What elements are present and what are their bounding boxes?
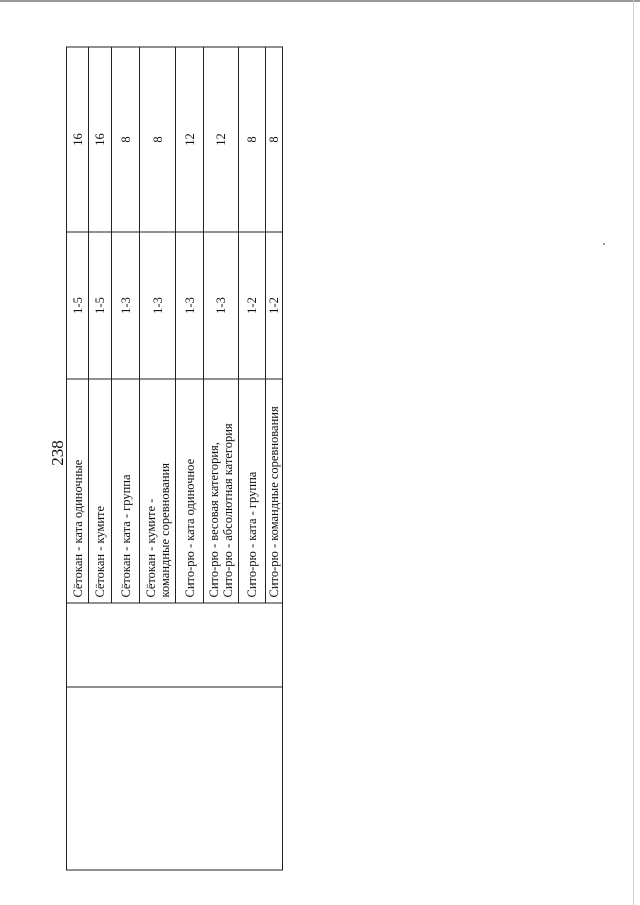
age-group-cell: 1-3	[175, 232, 203, 379]
discipline-line: Сито-рю - весовая категория,	[206, 441, 221, 597]
count-cell: 16	[66, 47, 88, 232]
empty-cell	[66, 687, 282, 870]
discipline-cell	[203, 379, 238, 603]
competition-table	[66, 46, 283, 870]
age-group-cell: 1-5	[66, 232, 88, 379]
discipline-cell	[139, 379, 175, 603]
count-cell: 16	[88, 47, 111, 232]
discipline-line: командные соревнования	[157, 462, 171, 597]
discipline-line: Сито-рю - абсолютная категория	[220, 422, 235, 597]
discipline-line: Сётокан - кумите -	[143, 498, 157, 597]
age-group-cell: 1-3	[139, 232, 175, 379]
age-group-cell: 1-5	[88, 232, 111, 379]
table-row	[66, 47, 88, 870]
count-cell: 8	[111, 47, 139, 232]
age-group-cell: 1-2	[238, 232, 265, 379]
count-cell: 12	[175, 47, 203, 232]
count-cell: 12	[203, 47, 238, 232]
empty-cell	[66, 603, 282, 687]
discipline-cell: Сито-рю - ката - группа	[238, 379, 265, 603]
count-cell: 8	[139, 47, 175, 232]
discipline-cell: Сито-рю - командные соревнования	[265, 379, 282, 603]
age-group-cell: 1-3	[203, 232, 238, 379]
age-group-cell: 1-2	[265, 232, 282, 379]
count-cell: 8	[265, 47, 282, 232]
scan-edge-right	[633, 0, 634, 905]
scan-edge-top	[0, 0, 640, 2]
discipline-cell: Сётокан - ката - группа	[111, 379, 139, 603]
scan-speck	[603, 243, 605, 245]
count-cell: 8	[238, 47, 265, 232]
discipline-cell: Сито-рю - ката одиночное	[175, 379, 203, 603]
discipline-cell: Сётокан - ката одиночные	[66, 379, 88, 603]
rotated-table	[66, 47, 282, 870]
age-group-cell: 1-3	[111, 232, 139, 379]
discipline-cell: Сётокан - кумите	[88, 379, 111, 603]
page-number: 238	[48, 440, 67, 466]
